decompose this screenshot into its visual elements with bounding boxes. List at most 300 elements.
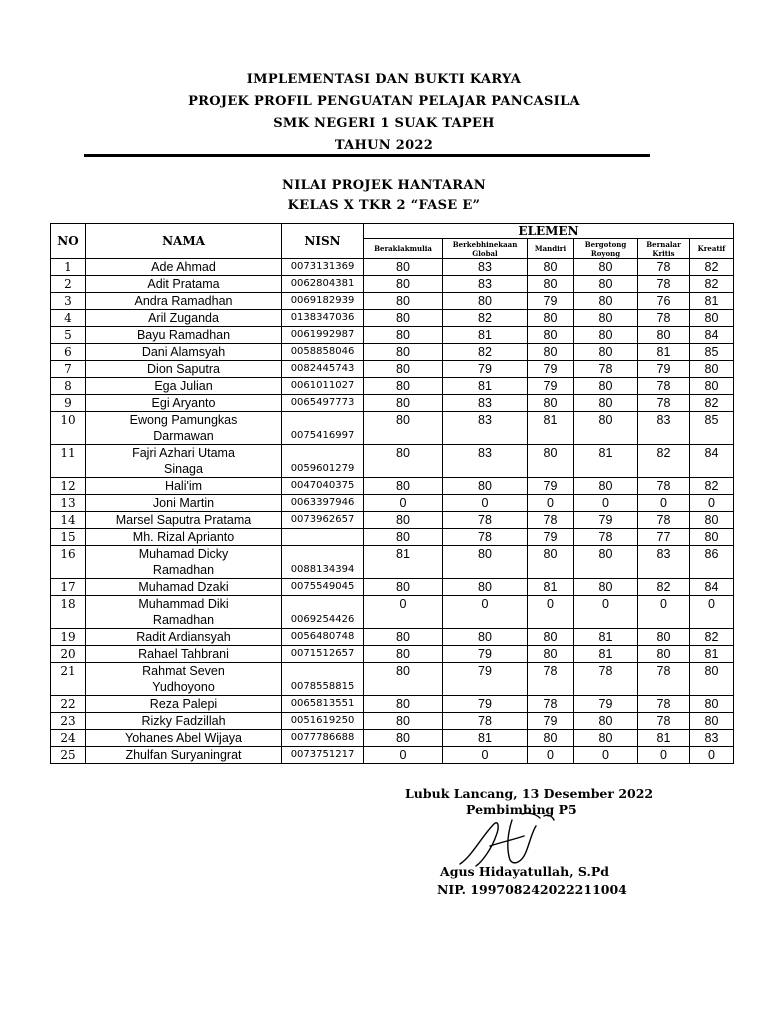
score-cell: 81 <box>443 730 528 747</box>
student-name-line: Joni Martin <box>152 496 215 510</box>
score-cell: 82 <box>638 579 690 596</box>
score-cell: 79 <box>443 646 528 663</box>
score-cell: 80 <box>364 713 443 730</box>
student-name <box>86 495 282 512</box>
score-cell: 80 <box>574 378 638 395</box>
student-name <box>86 344 282 361</box>
student-name <box>86 529 282 546</box>
score-cell: 82 <box>443 344 528 361</box>
student-nisn: 0075549045 <box>282 579 364 596</box>
score-cell: 80 <box>638 327 690 344</box>
student-name-line: Ramadhan <box>152 563 215 577</box>
score-cell: 80 <box>364 395 443 412</box>
student-nisn: 0056480748 <box>282 629 364 646</box>
score-cell: 81 <box>443 327 528 344</box>
elemen-header: Bergotong Royong <box>574 239 638 259</box>
student-nisn: 0047040375 <box>282 478 364 495</box>
score-cell: 81 <box>364 546 443 579</box>
row-number: 15 <box>51 529 86 546</box>
student-name-line: Andra Ramadhan <box>134 294 233 308</box>
score-cell: 80 <box>364 344 443 361</box>
table-row <box>51 445 734 478</box>
score-cell: 78 <box>443 713 528 730</box>
score-cell: 0 <box>690 495 734 512</box>
student-name-line: Ega Julian <box>154 379 213 393</box>
score-cell: 80 <box>690 378 734 395</box>
student-nisn: 0065813551 <box>282 696 364 713</box>
score-cell: 81 <box>574 646 638 663</box>
table-row <box>51 696 734 713</box>
score-cell: 80 <box>690 663 734 696</box>
score-cell: 80 <box>638 629 690 646</box>
student-nisn: 0069254426 <box>282 596 364 629</box>
score-cell: 78 <box>638 310 690 327</box>
table-row <box>51 747 734 764</box>
row-number: 25 <box>51 747 86 764</box>
score-cell: 78 <box>528 512 574 529</box>
score-cell: 79 <box>638 361 690 378</box>
score-cell: 80 <box>574 259 638 276</box>
score-cell: 83 <box>690 730 734 747</box>
table-row <box>51 646 734 663</box>
student-name <box>86 259 282 276</box>
score-cell: 81 <box>690 293 734 310</box>
score-cell: 80 <box>364 629 443 646</box>
doc-title-2: PROJEK PROFIL PENGUATAN PELAJAR PANCASILA <box>188 94 580 109</box>
student-name <box>86 512 282 529</box>
score-cell: 82 <box>690 478 734 495</box>
student-name <box>86 276 282 293</box>
score-cell: 80 <box>364 529 443 546</box>
score-cell: 80 <box>528 344 574 361</box>
score-cell: 81 <box>690 646 734 663</box>
row-number: 1 <box>51 259 86 276</box>
student-nisn: 0073962657 <box>282 512 364 529</box>
score-cell: 80 <box>690 310 734 327</box>
score-cell: 81 <box>528 412 574 445</box>
student-name <box>86 696 282 713</box>
score-cell: 80 <box>364 327 443 344</box>
score-cell: 0 <box>528 747 574 764</box>
score-cell: 81 <box>528 579 574 596</box>
row-number: 22 <box>51 696 86 713</box>
score-cell: 80 <box>443 629 528 646</box>
score-cell: 81 <box>638 730 690 747</box>
score-cell: 80 <box>443 478 528 495</box>
place-date: Lubuk Lancang, 13 Desember 2022 <box>405 786 654 801</box>
student-nisn: 0071512657 <box>282 646 364 663</box>
student-nisn: 0138347036 <box>282 310 364 327</box>
score-cell: 80 <box>443 579 528 596</box>
student-name-line: Dani Alamsyah <box>141 345 226 359</box>
table-row <box>51 529 734 546</box>
row-number: 18 <box>51 596 86 629</box>
table-row <box>51 344 734 361</box>
score-cell: 80 <box>364 361 443 378</box>
col-elemen-header: ELEMEN <box>364 224 734 239</box>
student-name-line: Marsel Saputra Pratama <box>115 513 252 527</box>
student-nisn: 0062804381 <box>282 276 364 293</box>
student-name <box>86 478 282 495</box>
score-cell: 76 <box>638 293 690 310</box>
student-name-line: Adit Pratama <box>147 277 220 291</box>
score-cell: 78 <box>638 395 690 412</box>
score-cell: 80 <box>528 276 574 293</box>
score-cell: 79 <box>528 293 574 310</box>
student-name-line: Rahmat Seven <box>142 664 225 678</box>
student-nisn: 0061011027 <box>282 378 364 395</box>
score-cell: 79 <box>443 663 528 696</box>
row-number: 9 <box>51 395 86 412</box>
score-cell: 79 <box>528 529 574 546</box>
student-name <box>86 646 282 663</box>
score-cell: 0 <box>443 495 528 512</box>
score-cell: 80 <box>364 310 443 327</box>
score-cell: 83 <box>443 259 528 276</box>
score-cell: 77 <box>638 529 690 546</box>
signer-name: Agus Hidayatullah, S.Pd <box>440 864 610 879</box>
score-cell: 84 <box>690 445 734 478</box>
row-number: 3 <box>51 293 86 310</box>
score-cell: 0 <box>638 747 690 764</box>
score-cell: 80 <box>574 327 638 344</box>
student-name <box>86 663 282 696</box>
col-no-header: NO <box>51 224 86 259</box>
table-row <box>51 310 734 327</box>
score-cell: 0 <box>364 747 443 764</box>
score-cell: 81 <box>443 378 528 395</box>
score-cell: 80 <box>690 361 734 378</box>
student-nisn: 0082445743 <box>282 361 364 378</box>
table-row <box>51 478 734 495</box>
score-cell: 0 <box>690 747 734 764</box>
student-name-line: Mh. Rizal Aprianto <box>132 530 235 544</box>
elemen-header: Bernalar Kritis <box>638 239 690 259</box>
score-cell: 78 <box>638 512 690 529</box>
score-cell: 80 <box>364 293 443 310</box>
score-cell: 80 <box>364 259 443 276</box>
row-number: 23 <box>51 713 86 730</box>
student-name <box>86 747 282 764</box>
row-number: 12 <box>51 478 86 495</box>
student-name-line: Reza Palepi <box>149 697 218 711</box>
score-cell: 80 <box>528 546 574 579</box>
row-number: 10 <box>51 412 86 445</box>
row-number: 13 <box>51 495 86 512</box>
score-cell: 80 <box>364 730 443 747</box>
score-cell: 78 <box>443 512 528 529</box>
score-cell: 80 <box>364 696 443 713</box>
score-cell: 78 <box>574 361 638 378</box>
score-cell: 80 <box>364 478 443 495</box>
score-cell: 79 <box>574 512 638 529</box>
table-row <box>51 293 734 310</box>
student-name <box>86 378 282 395</box>
score-cell: 80 <box>364 445 443 478</box>
score-cell: 80 <box>528 259 574 276</box>
score-cell: 80 <box>690 529 734 546</box>
table-row <box>51 579 734 596</box>
score-cell: 80 <box>528 730 574 747</box>
student-name-line: Zhulfan Suryaningrat <box>125 748 242 762</box>
elemen-header: Kreatif <box>690 239 734 259</box>
student-nisn: 0059601279 <box>282 445 364 478</box>
score-cell: 80 <box>364 579 443 596</box>
student-nisn: 0061992987 <box>282 327 364 344</box>
score-cell: 80 <box>364 412 443 445</box>
score-cell: 78 <box>638 713 690 730</box>
student-nisn <box>282 529 364 546</box>
row-number: 11 <box>51 445 86 478</box>
row-number: 5 <box>51 327 86 344</box>
row-number: 4 <box>51 310 86 327</box>
score-cell: 78 <box>638 378 690 395</box>
score-cell: 79 <box>443 696 528 713</box>
table-row <box>51 327 734 344</box>
signer-nip: NIP. 199708242022211004 <box>437 882 627 897</box>
score-cell: 78 <box>528 696 574 713</box>
row-number: 19 <box>51 629 86 646</box>
score-cell: 0 <box>443 747 528 764</box>
student-nisn: 0075416997 <box>282 412 364 445</box>
student-nisn: 0065497773 <box>282 395 364 412</box>
score-cell: 79 <box>528 378 574 395</box>
student-name <box>86 445 282 478</box>
student-name-line: Darmawan <box>153 429 214 443</box>
student-name <box>86 730 282 747</box>
score-cell: 84 <box>690 579 734 596</box>
score-cell: 80 <box>690 713 734 730</box>
table-row <box>51 546 734 579</box>
student-name <box>86 596 282 629</box>
score-cell: 85 <box>690 412 734 445</box>
student-nisn: 0077786688 <box>282 730 364 747</box>
score-cell: 78 <box>638 259 690 276</box>
score-cell: 80 <box>574 310 638 327</box>
student-name-line: Muhamad Dzaki <box>138 580 229 594</box>
score-cell: 84 <box>690 327 734 344</box>
student-name-line: Muhamad Dicky <box>138 547 229 561</box>
score-cell: 0 <box>528 495 574 512</box>
score-cell: 80 <box>364 663 443 696</box>
student-name-line: Muhammad Diki <box>138 597 229 611</box>
score-cell: 80 <box>574 276 638 293</box>
table-row <box>51 276 734 293</box>
score-cell: 80 <box>574 478 638 495</box>
row-number: 2 <box>51 276 86 293</box>
score-cell: 79 <box>528 478 574 495</box>
score-cell: 78 <box>574 663 638 696</box>
row-number: 20 <box>51 646 86 663</box>
table-row <box>51 378 734 395</box>
student-name-line: Ramadhan <box>152 613 215 627</box>
score-cell: 83 <box>443 395 528 412</box>
score-cell: 0 <box>638 495 690 512</box>
table-row <box>51 629 734 646</box>
score-cell: 80 <box>574 344 638 361</box>
score-cell: 80 <box>574 395 638 412</box>
class-title: KELAS X TKR 2 “FASE E” <box>287 198 481 213</box>
header-divider <box>84 154 650 157</box>
row-number: 8 <box>51 378 86 395</box>
student-name <box>86 546 282 579</box>
score-cell: 80 <box>690 696 734 713</box>
score-cell: 81 <box>574 445 638 478</box>
score-cell: 80 <box>364 378 443 395</box>
student-name-line: Fajri Azhari Utama <box>132 446 235 460</box>
score-cell: 79 <box>443 361 528 378</box>
student-nisn: 0073131369 <box>282 259 364 276</box>
score-cell: 0 <box>574 747 638 764</box>
doc-title-3: SMK NEGERI 1 SUAK TAPEH <box>273 116 495 131</box>
score-cell: 86 <box>690 546 734 579</box>
student-name-line: Ade Ahmad <box>151 260 216 274</box>
student-name <box>86 327 282 344</box>
student-name <box>86 412 282 445</box>
table-row <box>51 395 734 412</box>
student-name-line: Rizky Fadzillah <box>141 714 226 728</box>
row-number: 7 <box>51 361 86 378</box>
student-name-line: Bayu Ramadhan <box>136 328 231 342</box>
score-cell: 80 <box>364 276 443 293</box>
student-name <box>86 361 282 378</box>
table-row <box>51 596 734 629</box>
score-cell: 85 <box>690 344 734 361</box>
row-number: 14 <box>51 512 86 529</box>
score-cell: 80 <box>574 579 638 596</box>
table-row <box>51 412 734 445</box>
score-cell: 0 <box>574 596 638 629</box>
student-name-line: Rahael Tahbrani <box>138 647 229 661</box>
elemen-header: Berkebhinekaan Global <box>443 239 528 259</box>
score-cell: 0 <box>364 495 443 512</box>
score-cell: 0 <box>443 596 528 629</box>
row-number: 16 <box>51 546 86 579</box>
score-cell: 78 <box>443 529 528 546</box>
student-name-line: Dion Saputra <box>147 362 220 376</box>
score-cell: 80 <box>528 327 574 344</box>
score-cell: 80 <box>443 546 528 579</box>
student-name <box>86 293 282 310</box>
student-name <box>86 713 282 730</box>
student-name-line: Ewong Pamungkas <box>129 413 238 427</box>
student-nisn: 0063397946 <box>282 495 364 512</box>
score-cell: 83 <box>638 546 690 579</box>
row-number: 17 <box>51 579 86 596</box>
elemen-header: Beraklakmulia <box>364 239 443 259</box>
score-cell: 79 <box>528 361 574 378</box>
student-nisn: 0069182939 <box>282 293 364 310</box>
score-cell: 81 <box>638 344 690 361</box>
score-cell: 80 <box>528 310 574 327</box>
score-cell: 79 <box>574 696 638 713</box>
table-row <box>51 361 734 378</box>
score-cell: 78 <box>638 663 690 696</box>
table-row <box>51 259 734 276</box>
student-name-line: Radit Ardiansyah <box>136 630 231 644</box>
score-cell: 83 <box>443 445 528 478</box>
table-row <box>51 495 734 512</box>
score-cell: 78 <box>638 276 690 293</box>
student-name-line: Yohanes Abel Wijaya <box>125 731 242 745</box>
score-cell: 80 <box>690 512 734 529</box>
score-cell: 82 <box>443 310 528 327</box>
score-cell: 83 <box>443 412 528 445</box>
score-cell: 0 <box>638 596 690 629</box>
signer-role: Pembimbing P5 <box>466 802 577 817</box>
score-cell: 80 <box>364 512 443 529</box>
score-cell: 0 <box>364 596 443 629</box>
score-cell: 80 <box>443 293 528 310</box>
student-name-line: Egi Aryanto <box>151 396 216 410</box>
row-number: 21 <box>51 663 86 696</box>
score-cell: 80 <box>574 412 638 445</box>
student-name <box>86 629 282 646</box>
score-cell: 79 <box>528 713 574 730</box>
score-cell: 78 <box>574 529 638 546</box>
doc-title-4: TAHUN 2022 <box>334 138 434 153</box>
table-row <box>51 512 734 529</box>
student-name-line: Yudhoyono <box>152 680 215 694</box>
row-number: 6 <box>51 344 86 361</box>
score-cell: 82 <box>690 395 734 412</box>
student-nisn: 0078558815 <box>282 663 364 696</box>
student-name-line: Hali'im <box>164 479 203 493</box>
student-name <box>86 310 282 327</box>
score-cell: 80 <box>528 395 574 412</box>
score-cell: 78 <box>638 696 690 713</box>
student-nisn: 0058858046 <box>282 344 364 361</box>
score-cell: 80 <box>528 445 574 478</box>
score-cell: 81 <box>574 629 638 646</box>
student-name-line: Sinaga <box>164 462 203 476</box>
score-cell: 0 <box>574 495 638 512</box>
col-nama-header: NAMA <box>86 224 282 259</box>
score-cell: 83 <box>638 412 690 445</box>
score-cell: 82 <box>638 445 690 478</box>
student-name <box>86 579 282 596</box>
score-cell: 78 <box>528 663 574 696</box>
score-cell: 82 <box>690 629 734 646</box>
score-cell: 80 <box>574 713 638 730</box>
score-cell: 80 <box>638 646 690 663</box>
table-row <box>51 663 734 696</box>
score-cell: 82 <box>690 259 734 276</box>
col-nisn-header: NISN <box>282 224 364 259</box>
elemen-header: Mandiri <box>528 239 574 259</box>
score-cell: 0 <box>528 596 574 629</box>
student-nisn: 0073751217 <box>282 747 364 764</box>
table-row <box>51 713 734 730</box>
score-cell: 80 <box>574 730 638 747</box>
table-title: NILAI PROJEK HANTARAN <box>282 178 486 193</box>
score-cell: 82 <box>690 276 734 293</box>
student-name-line: Aril Zuganda <box>148 311 219 325</box>
score-cell: 83 <box>443 276 528 293</box>
grades-table <box>50 223 734 764</box>
student-nisn: 0051619250 <box>282 713 364 730</box>
score-cell: 80 <box>364 646 443 663</box>
score-cell: 78 <box>638 478 690 495</box>
score-cell: 0 <box>690 596 734 629</box>
row-number: 24 <box>51 730 86 747</box>
student-nisn: 0088134394 <box>282 546 364 579</box>
table-row <box>51 730 734 747</box>
doc-title-1: IMPLEMENTASI DAN BUKTI KARYA <box>246 72 522 87</box>
score-cell: 80 <box>574 293 638 310</box>
score-cell: 80 <box>574 546 638 579</box>
score-cell: 80 <box>528 629 574 646</box>
